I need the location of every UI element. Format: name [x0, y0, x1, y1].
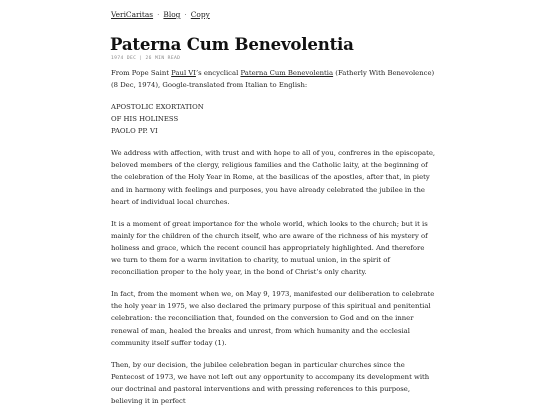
body-paragraph: It is a moment of great importance for the whole world, which looks to the church; but it is mainly for the children of the church itself, who are aware of the richness of his mystery of holiness and grace, which the recent council has appropriately highlighted. And therefore we turn to them for a warm invitation to charity, to mutual union, in the spirit of reconciliation proper to the holy year, in the bond of Christ’s only charity. — [111, 219, 428, 277]
intro-suffix: (Fatherly With Benevolence) (8 Dec, 1974), Google-translated from Italian to English: — [111, 69, 435, 90]
post-date: 1974 DEC — [111, 56, 137, 61]
read-time: 26 MIN READ — [145, 56, 181, 61]
body-paragraph: In fact, from the moment when we, on May 9, 1973, manifested our deliberation to celebrate the holy year in 1975, we also declared the primary purpose of this spiritual and penitential celebration: the reconciliation that, founded on the conversion to God and on the inner renewal of man, healed the breaks and unrest, from which humanity and the ecclesial community itself suffer today (1). — [111, 290, 435, 347]
copy-link[interactable]: Copy — [190, 10, 210, 19]
nav-separator: · — [157, 10, 160, 19]
top-nav — [111, 10, 210, 19]
exhortation-header — [111, 101, 436, 138]
body-paragraph: We address with affection, with trust and with hope to all of you, confreres in the episcopate, beloved members of the clergy, religious families and the Catholic laity, at the beginning of the celebration of the Holy Year in Rome, at the basilicas of the apostles, after that, in piety and in harmony with feelings and purposes, you have already celebrated the jubilee in the heart of individual local churches. — [111, 149, 436, 206]
page-title: Paterna Cum Benevolentia — [110, 34, 354, 54]
document-link[interactable]: Paterna Cum Benevolentia — [240, 69, 334, 77]
blog-link[interactable]: Blog — [163, 10, 181, 19]
intro-paragraph — [111, 67, 436, 91]
intro-prefix: From Pope Saint — [111, 69, 172, 77]
header-line: APOSTOLIC EXORTATION — [111, 102, 204, 111]
intro-middle: ’s encyclical — [195, 69, 241, 77]
header-line: OF HIS HOLINESS — [111, 115, 179, 124]
header-line: PAOLO PP. VI — [111, 127, 158, 136]
site-link[interactable]: VeriCaritas — [111, 10, 154, 19]
meta-separator: | — [139, 56, 143, 61]
nav-separator: · — [184, 10, 187, 19]
author-link[interactable]: Paul VI — [171, 69, 196, 77]
article-body — [111, 67, 436, 405]
post-meta — [111, 56, 180, 61]
body-paragraph: Then, by our decision, the jubilee celebration began in particular churches since the Pentecost of 1973, we have not left out any opportunity to accompany its development with our doctrinal and pastoral interventions and with pressing references to this purpose, believing it in perfect — [111, 360, 430, 405]
